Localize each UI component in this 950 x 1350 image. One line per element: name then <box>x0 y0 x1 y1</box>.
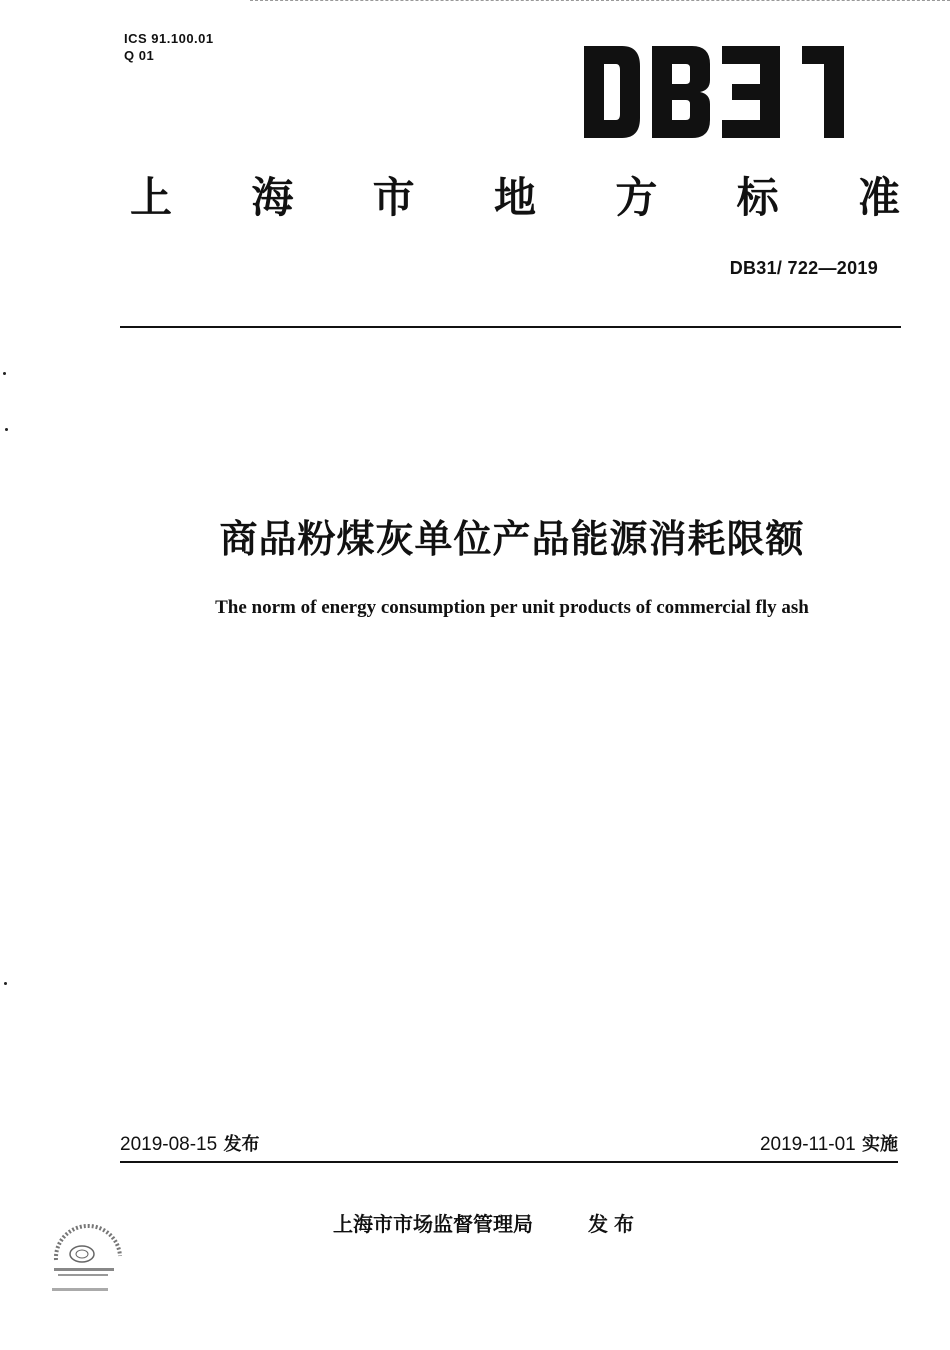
distributor-stamp <box>48 1220 128 1300</box>
document-title-chinese: 商品粉煤灰单位产品能源消耗限额 <box>219 517 805 561</box>
top-edge-rule <box>250 0 950 1</box>
implement-label: 实施 <box>862 1134 898 1155</box>
scan-speck <box>3 372 6 375</box>
issuer-line <box>333 1208 640 1237</box>
standard-type-char: 海 <box>251 173 294 222</box>
publish-label: 发布 <box>223 1134 260 1155</box>
issuing-authority: 上海市市场监督管理局 <box>333 1212 533 1236</box>
footer-divider <box>120 1161 898 1163</box>
scan-speck <box>5 428 8 431</box>
standard-type-char: 方 <box>615 173 658 222</box>
standard-type-char: 市 <box>372 173 415 222</box>
standard-type-char: 地 <box>493 173 536 222</box>
implement-date-line <box>760 1130 898 1156</box>
standard-type-char: 准 <box>857 173 900 222</box>
db31-logo <box>582 44 848 140</box>
header-divider <box>120 326 901 328</box>
scan-speck <box>4 982 7 985</box>
ics-code: ICS 91.100.01 <box>124 31 214 46</box>
release-label: 发布 <box>587 1212 640 1236</box>
standard-type-char: 上 <box>130 173 173 222</box>
publish-date: 2019-08-15 <box>120 1134 218 1155</box>
publish-date-line <box>120 1130 259 1156</box>
standard-number: DB31/ 722—2019 <box>729 258 878 278</box>
classification-codes <box>124 30 214 64</box>
implement-date: 2019-11-01 <box>759 1134 856 1155</box>
ccs-code: Q 01 <box>124 48 155 63</box>
standard-type-char: 标 <box>736 173 779 222</box>
standard-type-banner <box>130 170 900 226</box>
document-title-english: The norm of energy consumption per unit products of commercial fly ash <box>215 597 809 618</box>
